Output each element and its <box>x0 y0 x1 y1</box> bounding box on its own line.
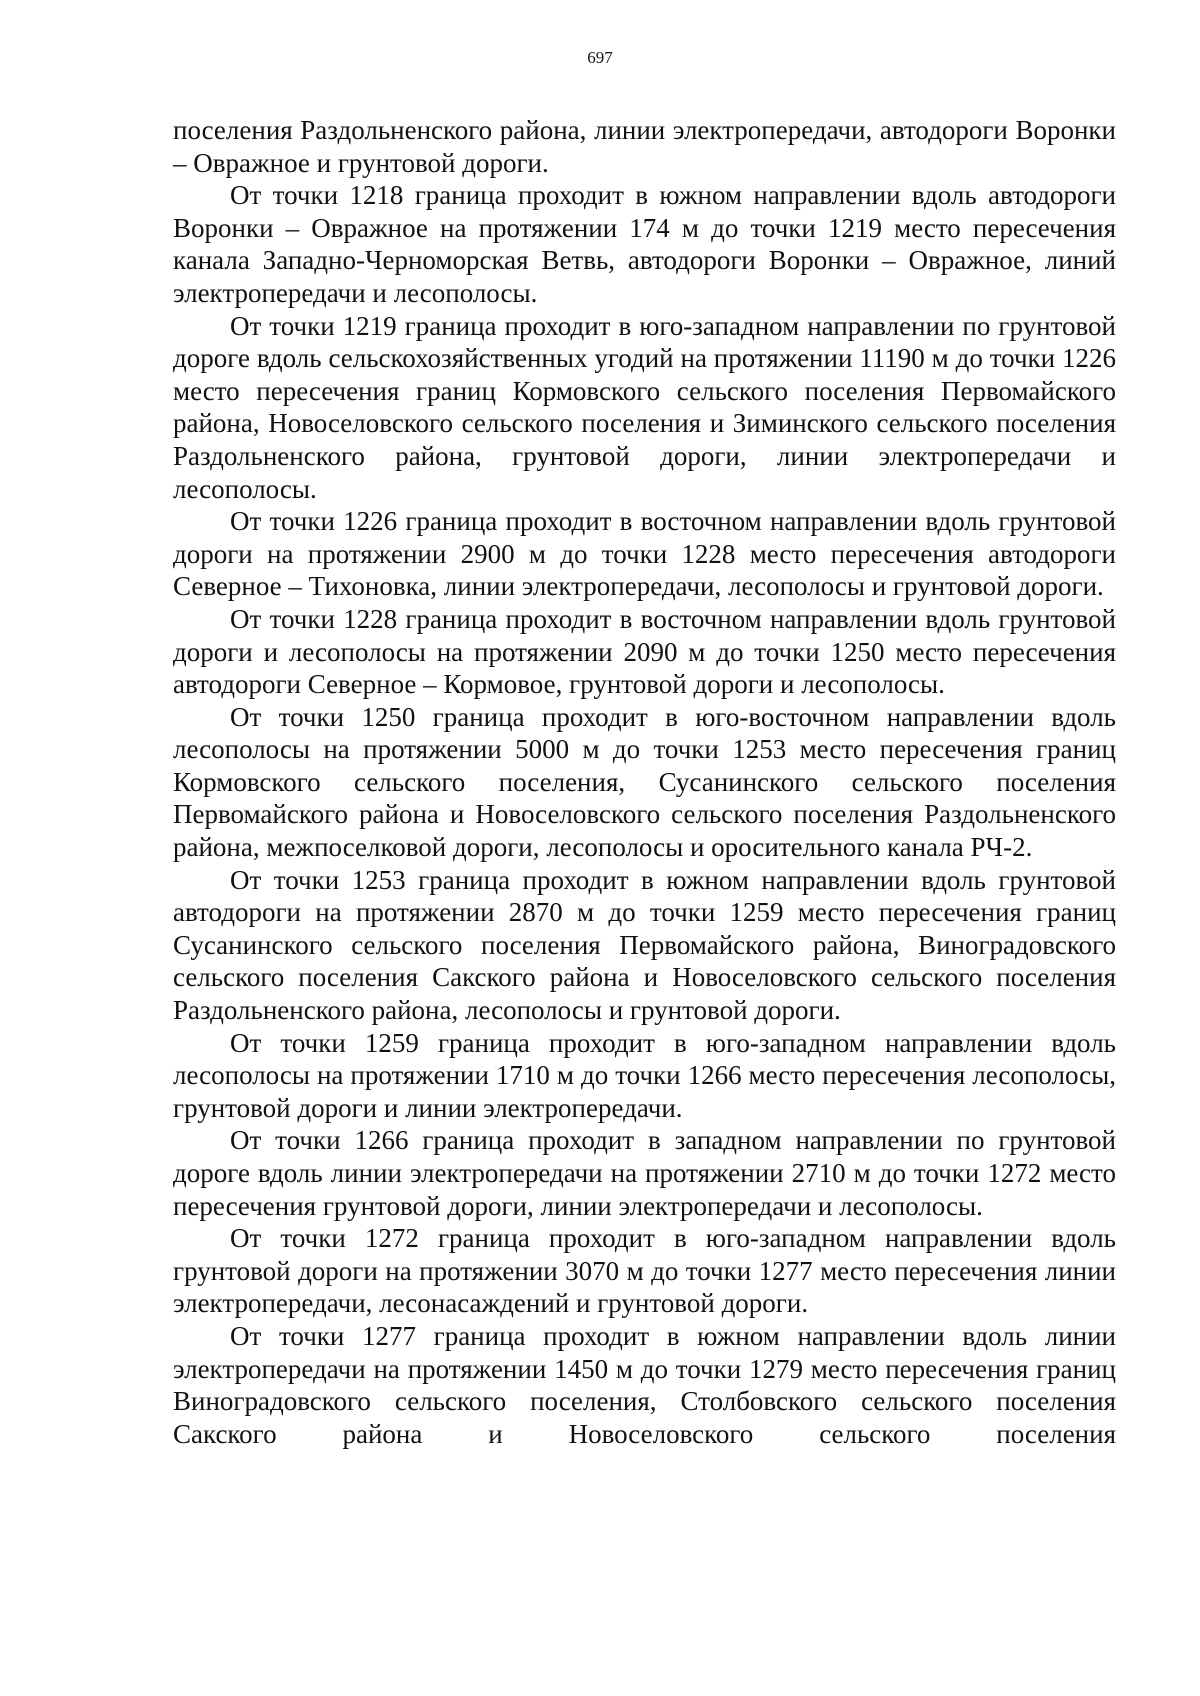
paragraph: От точки 1277 граница проходит в южном направлении вдоль линии электропередачи на протяжении 1450 м до точки 1279 место пересечения границ Виноградовского сельского поселения, Столбовского сельского поселения Сакского района и Новоселовского сельского поселения <box>173 1320 1116 1449</box>
page-number: 697 <box>587 48 613 67</box>
paragraph: От точки 1266 граница проходит в западном направлении по грунтовой дороге вдоль линии электропередачи на протяжении 2710 м до точки 1272 место пересечения грунтовой дороги, линии электропередачи и лесополосы. <box>173 1125 1116 1221</box>
paragraph: От точки 1219 граница проходит в юго-западном направлении по грунтовой дороге вдоль сельскохозяйственных угодий на протяжении 11190 м до точки 1226 место пересечения границ Кормовского сельского поселения Первомайского района, Новоселовского сельского поселения и Зиминского сельского поселения Раздольненского района, грунтовой дороги, линии электропередачи и лесополосы. <box>173 310 1116 504</box>
paragraph: От точки 1226 граница проходит в восточном направлении вдоль грунтовой дороги на протяжении 2900 м до точки 1228 место пересечения автодороги Северное – Тихоновка, линии электропередачи, лесополосы и грунтовой дороги. <box>173 506 1116 602</box>
paragraph: поселения Раздольненского района, линии электропередачи, автодороги Воронки – Овражное и грунтовой дороги. <box>173 115 1116 178</box>
body-text <box>173 114 1116 1450</box>
paragraph: От точки 1218 граница проходит в южном направлении вдоль автодороги Воронки – Овражное на протяжении 174 м до точки 1219 место пересечения канала Западно-Черноморская Ветвь, автодороги Воронки – Овражное, линий электропередачи и лесополосы. <box>173 180 1116 308</box>
paragraph: От точки 1253 граница проходит в южном направлении вдоль грунтовой автодороги на протяжении 2870 м до точки 1259 место пересечения границ Сусанинского сельского поселения Первомайского района, Виноградовского сельского поселения Сакского района и Новоселовского сельского поселения Раздольненского района, лесополосы и грунтовой дороги. <box>173 864 1116 1026</box>
paragraph: От точки 1259 граница проходит в юго-западном направлении вдоль лесополосы на протяжении 1710 м до точки 1266 место пересечения лесополосы, грунтовой дороги и линии электропередачи. <box>173 1027 1116 1123</box>
paragraph: От точки 1272 граница проходит в юго-западном направлении вдоль грунтовой дороги на протяжении 3070 м до точки 1277 место пересечения линии электропередачи, лесонасаждений и грунтовой дороги. <box>173 1223 1116 1319</box>
paragraph: От точки 1250 граница проходит в юго-восточном направлении вдоль лесополосы на протяжении 5000 м до точки 1253 место пересечения границ Кормовского сельского поселения, Сусанинского сельского поселения Первомайского района и Новоселовского сельского поселения Раздольненского района, межпоселковой дороги, лесополосы и оросительного канала РЧ-2. <box>173 701 1116 863</box>
paragraph: От точки 1228 граница проходит в восточном направлении вдоль грунтовой дороги и лесополосы на протяжении 2090 м до точки 1250 место пересечения автодороги Северное – Кормовое, грунтовой дороги и лесополосы. <box>173 603 1116 700</box>
